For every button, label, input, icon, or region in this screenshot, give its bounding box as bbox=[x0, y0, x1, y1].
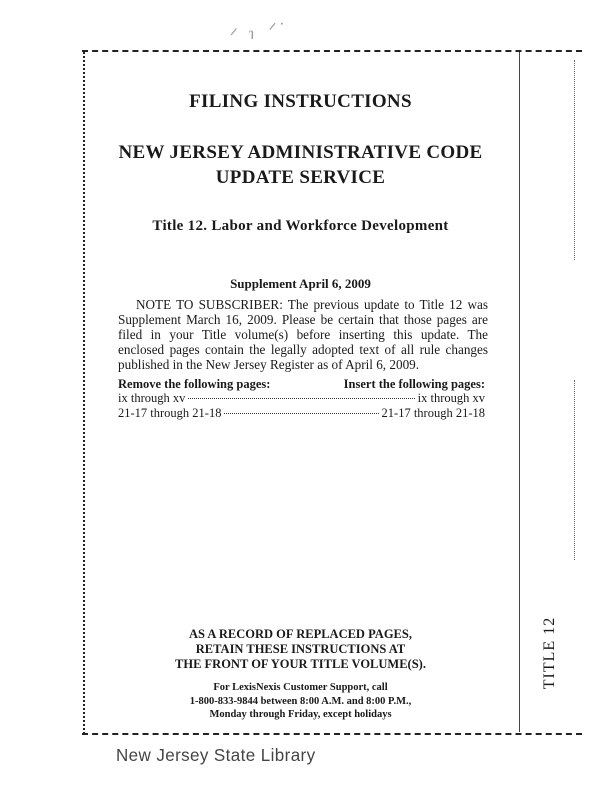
sheet-top-edge bbox=[82, 50, 582, 52]
page-row bbox=[118, 391, 485, 406]
dot-leader bbox=[188, 397, 414, 399]
support-line: Monday through Friday, except holidays bbox=[209, 709, 392, 720]
insert-pages-header: Insert the following pages: bbox=[343, 377, 485, 391]
record-line: THE FRONT OF YOUR TITLE VOLUME(S). bbox=[175, 657, 426, 671]
dot-leader bbox=[224, 412, 378, 414]
code-title-line1: NEW JERSEY ADMINISTRATIVE CODE bbox=[118, 142, 483, 163]
remove-pages-header: Remove the following pages: bbox=[118, 377, 271, 391]
sheet-right-edge bbox=[519, 52, 520, 732]
title-tab bbox=[530, 612, 570, 694]
code-title-line2: UPDATE SERVICE bbox=[215, 167, 386, 188]
record-line: AS A RECORD OF REPLACED PAGES, bbox=[189, 627, 412, 641]
title-subject: Title 12. Labor and Workforce Development bbox=[152, 218, 449, 234]
page-title: FILING INSTRUCTIONS bbox=[189, 91, 412, 112]
tab-edge-mark bbox=[574, 60, 575, 260]
remove-pages-value: 21-17 through 21-18 bbox=[118, 406, 222, 420]
tab-edge-mark bbox=[574, 380, 575, 560]
library-stamp: New Jersey State Library bbox=[116, 745, 316, 766]
record-line: RETAIN THESE INSTRUCTIONS AT bbox=[195, 642, 406, 656]
sheet-bottom-edge bbox=[82, 733, 582, 735]
handwritten-scribble: ᐟ ɿ ᐟ˙ bbox=[226, 17, 290, 47]
insert-pages-value: ix through xv bbox=[417, 391, 485, 405]
support-line: For LexisNexis Customer Support, call bbox=[213, 682, 388, 693]
supplement-date: Supplement April 6, 2009 bbox=[230, 276, 371, 291]
record-instructions bbox=[82, 627, 519, 672]
subscriber-note: NOTE TO SUBSCRIBER: The previous update to Title 12 was Supplement March 16, 2009. Please be certain that those pages are filed in your Title volume(s) before inserting this update. The enclosed pages contain the legally adopted text of all rule changes published in the New Jersey Register as of April 6, 2009. bbox=[118, 297, 488, 372]
remove-pages-value: ix through xv bbox=[118, 391, 186, 405]
support-line: 1-800-833-9844 between 8:00 A.M. and 8:00 P.M., bbox=[189, 695, 412, 707]
tab-label: TITLE 12 bbox=[541, 616, 558, 690]
insert-pages-value: 21-17 through 21-18 bbox=[381, 406, 485, 420]
page-row bbox=[118, 406, 485, 421]
customer-support bbox=[82, 681, 519, 722]
